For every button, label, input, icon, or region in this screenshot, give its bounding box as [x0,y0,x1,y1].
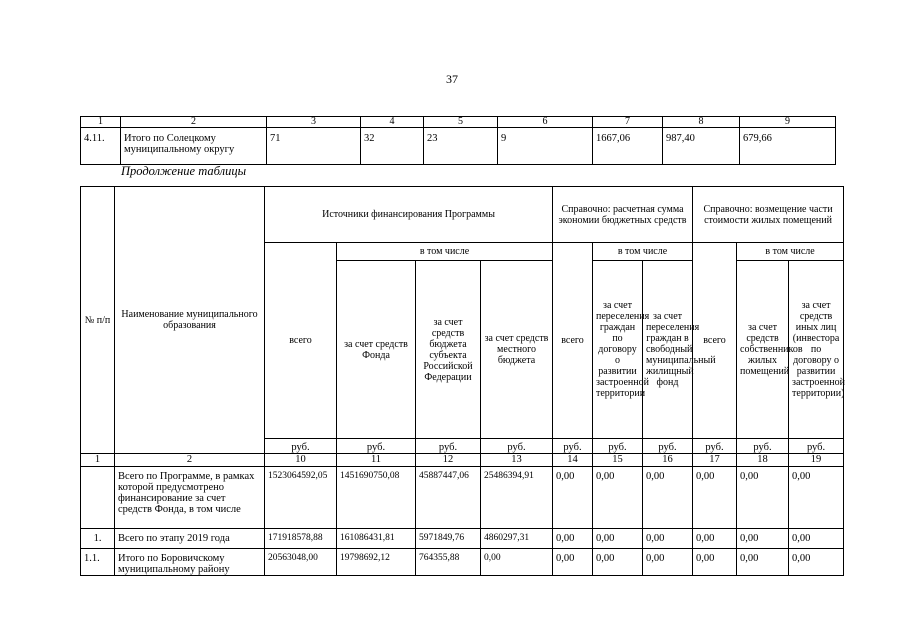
header-resettlement-development: за счет переселения граждан по договору о развитии застроенной территории [593,261,643,439]
header-including-3: в том числе [737,243,844,261]
column-number: 15 [593,454,643,467]
table-cell: 0,00 [553,529,593,549]
table-cell: 1667,06 [593,128,663,165]
row-number: 1.1. [81,549,115,576]
table-cell: 0,00 [553,549,593,576]
column-number: 14 [553,454,593,467]
header-total-1: всего [265,243,337,439]
column-number-row [81,117,836,128]
unit-label: руб. [593,439,643,454]
table-cell: 32 [361,128,424,165]
column-number: 8 [663,117,740,128]
table-cell: 161086431,81 [337,529,416,549]
table-cell: 171918578,88 [265,529,337,549]
header-name: Наименование муниципального образования [115,187,265,454]
table-cell: 25486394,91 [481,467,553,529]
row-name: Итого по Солецкому муниципальному округу [121,128,267,165]
unit-label: руб. [737,439,789,454]
table-cell: 0,00 [593,529,643,549]
row-name: Всего по Программе, в рамках которой предусмотрено финансирование за счет средств Фонда, в том числе [115,467,265,529]
column-number: 19 [789,454,844,467]
table-cell: 0,00 [789,467,844,529]
table-cell: 0,00 [481,549,553,576]
table-row [81,128,836,165]
row-number [81,467,115,529]
column-number: 11 [337,454,416,467]
unit-label: руб. [643,439,693,454]
summary-table-top [80,116,836,165]
header-including-2: в том числе [593,243,693,261]
table-cell: 1523064592,05 [265,467,337,529]
column-number: 6 [498,117,593,128]
table-cell: 0,00 [593,549,643,576]
table-cell: 20563048,00 [265,549,337,576]
table-cell: 0,00 [643,467,693,529]
table-cell: 0,00 [737,529,789,549]
column-number: 10 [265,454,337,467]
column-number-row [81,454,844,467]
column-number: 2 [115,454,265,467]
column-number: 1 [81,117,121,128]
table-cell: 5971849,76 [416,529,481,549]
table-row [81,467,844,529]
row-name: Всего по этапу 2019 года [115,529,265,549]
column-number: 13 [481,454,553,467]
row-number: 1. [81,529,115,549]
unit-label: руб. [416,439,481,454]
header-other-persons-funds: за счет средств иных лиц (инвестора по договору о развитии застроенной территории) [789,261,844,439]
table-cell: 19798692,12 [337,549,416,576]
header-local-budget: за счет средств местного бюджета [481,261,553,439]
header-subject-budget: за счет средств бюджета субъекта Российской Федерации [416,261,481,439]
header-row-1 [81,187,844,243]
unit-label: руб. [693,439,737,454]
column-number: 16 [643,454,693,467]
header-including-1: в том числе [337,243,553,261]
column-number: 3 [267,117,361,128]
table-cell: 0,00 [643,529,693,549]
column-number: 7 [593,117,663,128]
table-cell: 4860297,31 [481,529,553,549]
header-total-3: всего [693,243,737,439]
column-number: 9 [740,117,836,128]
column-number: 17 [693,454,737,467]
table-cell: 9 [498,128,593,165]
unit-label: руб. [553,439,593,454]
table-cell: 0,00 [789,529,844,549]
table-cell: 0,00 [693,467,737,529]
table-cell: 987,40 [663,128,740,165]
header-number: № п/п [81,187,115,454]
table-cell: 45887447,06 [416,467,481,529]
table-cell: 679,66 [740,128,836,165]
table-cell: 0,00 [593,467,643,529]
header-resettlement-free-fund: за счет переселения граждан в свободный муниципальный жилищный фонд [643,261,693,439]
table-row [81,529,844,549]
table-cell: 0,00 [789,549,844,576]
column-number: 4 [361,117,424,128]
column-number: 12 [416,454,481,467]
table-cell: 0,00 [693,549,737,576]
table-cell: 0,00 [693,529,737,549]
column-number: 5 [424,117,498,128]
financing-table [80,186,844,576]
table-cell: 764355,88 [416,549,481,576]
row-name: Итого по Боровичскому муниципальному району [115,549,265,576]
table-cell: 23 [424,128,498,165]
header-total-2: всего [553,243,593,439]
table-cell: 0,00 [737,549,789,576]
page-number: 37 [446,72,458,86]
unit-label: руб. [481,439,553,454]
row-number: 4.11. [81,128,121,165]
header-sources-group: Источники финансирования Программы [265,187,553,243]
column-number: 1 [81,454,115,467]
table-cell: 1451690750,08 [337,467,416,529]
table-cell: 71 [267,128,361,165]
header-fund: за счет средств Фонда [337,261,416,439]
column-number: 2 [121,117,267,128]
header-owners-funds: за счет средств собственников жилых помещений [737,261,789,439]
table-cell: 0,00 [643,549,693,576]
unit-label: руб. [337,439,416,454]
table-cell: 0,00 [553,467,593,529]
header-compensation-group: Справочно: возмещение части стоимости жилых помещений [693,187,844,243]
unit-label: руб. [789,439,844,454]
unit-label: руб. [265,439,337,454]
header-economy-group: Справочно: расчетная сумма экономии бюджетных средств [553,187,693,243]
table-cell: 0,00 [737,467,789,529]
column-number: 18 [737,454,789,467]
table-row [81,549,844,576]
continuation-label: Продолжение таблицы [121,164,247,178]
